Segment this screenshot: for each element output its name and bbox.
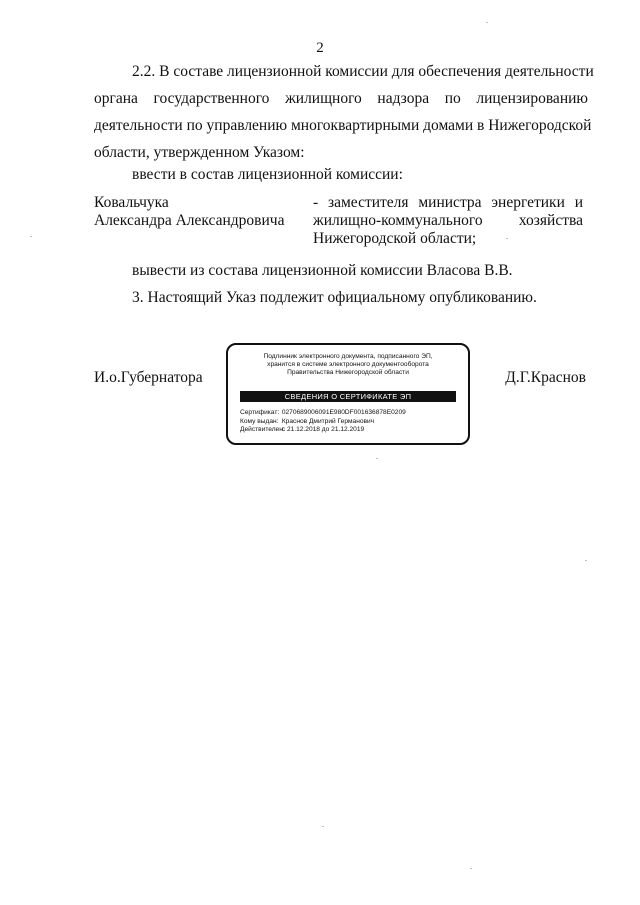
certificate-label: Сертификат: bbox=[240, 409, 280, 416]
stamp-certificate-info bbox=[240, 409, 406, 435]
paragraph-3: 3. Настоящий Указ подлежит официальному опубликованию. bbox=[132, 289, 537, 306]
stamp-header bbox=[228, 353, 468, 377]
scan-speck bbox=[585, 560, 587, 561]
stamp-header-line: хранится в системе электронного документооборота bbox=[267, 361, 429, 368]
issued-to-value: Краснов Дмитрий Германович bbox=[281, 417, 375, 425]
valid-value: с 21.12.2018 до 21.12.2019 bbox=[281, 426, 365, 434]
paragraph-line: 2.2. В составе лицензионной комиссии для обеспечения деятельности bbox=[132, 63, 594, 80]
stamp-title-bar: СВЕДЕНИЯ О СЕРТИФИКАТЕ ЭП bbox=[240, 391, 456, 402]
exclude-text: вывести из состава лицензионной комиссии Власова В.В. bbox=[132, 262, 513, 279]
paragraph-line: органа государственного жилищного надзора по лицензированию bbox=[94, 90, 588, 107]
certificate-row bbox=[240, 409, 406, 418]
paragraph-line: области, утвержденном Указом: bbox=[94, 144, 305, 161]
role-line: Нижегородской области; bbox=[313, 230, 477, 247]
signatory-name: Д.Г.Краснов bbox=[505, 369, 586, 386]
member-name bbox=[94, 194, 284, 230]
issued-to-row bbox=[240, 418, 406, 427]
page-number: 2 bbox=[316, 40, 324, 56]
certificate-value: 0270689006091E980DF001636878E0209 bbox=[281, 409, 406, 416]
scan-speck bbox=[470, 868, 472, 869]
member-role bbox=[313, 194, 583, 248]
issued-to-label: Кому выдан: bbox=[240, 417, 279, 425]
role-line: жилищно-коммунального хозяйства bbox=[313, 212, 583, 229]
scan-speck bbox=[30, 236, 32, 237]
valid-row bbox=[240, 426, 406, 435]
electronic-signature-stamp bbox=[226, 343, 470, 445]
member-given-name: Александра Александровича bbox=[94, 212, 285, 229]
include-text: ввести в состав лицензионной комиссии: bbox=[132, 166, 403, 183]
signatory-position: И.о.Губернатора bbox=[94, 369, 203, 386]
scan-speck bbox=[506, 238, 508, 239]
scan-speck bbox=[376, 458, 378, 459]
valid-label: Действителен: bbox=[240, 426, 285, 434]
scan-speck bbox=[486, 22, 488, 23]
stamp-header-line: Правительства Нижегородской области bbox=[287, 369, 409, 376]
paragraph-2-2 bbox=[94, 58, 594, 166]
member-surname: Ковальчука bbox=[94, 194, 169, 211]
role-line: - заместителя министра энергетики и bbox=[313, 194, 583, 211]
paragraph-line: деятельности по управлению многоквартирными домами в Нижегородской bbox=[94, 117, 592, 134]
scan-speck bbox=[322, 826, 324, 827]
stamp-header-line: Подлинник электронного документа, подписанного ЭП, bbox=[263, 353, 433, 360]
